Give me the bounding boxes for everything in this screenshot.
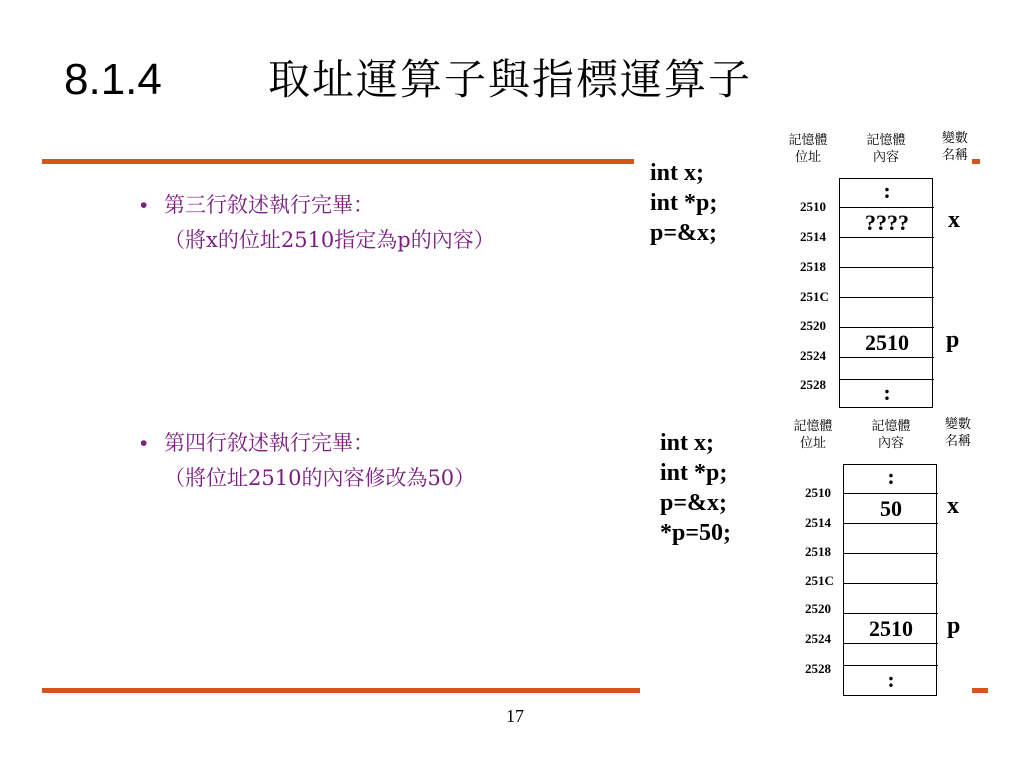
memory-cell <box>840 237 934 267</box>
memory-cell-bottom-dots: : <box>844 665 938 696</box>
code-line: p=&x; <box>660 490 728 516</box>
code-line: p=&x; <box>650 220 718 246</box>
bullet-1-line-1: 第三行敘述執行完畢： <box>164 193 374 217</box>
header-address: 記憶體 位址 <box>788 133 828 165</box>
header-address: 記憶體 位址 <box>793 419 833 451</box>
bullet-item-1 <box>140 188 495 257</box>
memory-cell <box>840 357 934 379</box>
address-label: 2518 <box>800 259 826 274</box>
address-label: 2510 <box>805 485 831 500</box>
address-label: 2524 <box>800 348 826 363</box>
header-variable: 變數 名稱 <box>941 131 968 163</box>
code-line: *p=50; <box>660 520 732 546</box>
memory-cell <box>840 297 934 327</box>
code-line: int *p; <box>660 460 728 486</box>
address-label: 2520 <box>805 601 831 616</box>
memory-cell-p: 2510 <box>840 327 934 357</box>
address-label: 2514 <box>805 515 831 530</box>
top-divider <box>42 159 634 164</box>
code-line: int x; <box>650 160 704 186</box>
bullet-2-line-1: 第四行敘述執行完畢： <box>164 431 374 455</box>
code-line: int x; <box>660 430 714 456</box>
memory-diagram-1 <box>780 130 980 410</box>
memory-cell-top-dots: : <box>883 178 891 203</box>
memory-cell-x: ???? <box>840 207 934 237</box>
bullet-icon: • <box>140 432 148 455</box>
variable-name-p: p <box>946 327 960 353</box>
address-label: 2520 <box>800 318 826 333</box>
bullet-2-line-2: （將位址2510的內容修改為50） <box>164 466 476 490</box>
memory-cell <box>844 523 938 553</box>
memory-column <box>839 178 933 408</box>
header-content: 記憶體 內容 <box>866 133 906 165</box>
code-block-1 <box>650 158 717 248</box>
memory-cell-x: 50 <box>844 493 938 523</box>
header-content: 記憶體 內容 <box>871 419 911 451</box>
memory-cell-bottom-dots: : <box>840 379 934 408</box>
variable-name-x: x <box>947 493 959 519</box>
bullet-icon: • <box>140 194 148 217</box>
variable-name-x: x <box>948 207 960 233</box>
variable-name-p: p <box>947 613 961 639</box>
page-title: 取址運算子與指標運算子 <box>268 55 753 104</box>
bottom-divider <box>42 688 640 693</box>
header-variable: 變數 名稱 <box>944 417 971 449</box>
address-label: 2514 <box>800 229 826 244</box>
address-label: 2528 <box>800 377 826 392</box>
memory-cell <box>844 583 938 613</box>
address-label: 251C <box>805 573 834 588</box>
page-number: 17 <box>506 706 524 726</box>
section-number: 8.1.4 <box>64 55 162 104</box>
memory-cell-top-dots: : <box>887 464 895 489</box>
bullet-1-line-2: （將x的位址2510指定為p的內容） <box>164 228 495 252</box>
memory-column <box>843 464 937 696</box>
address-label: 251C <box>800 289 829 304</box>
memory-diagram-2 <box>785 416 985 700</box>
address-label: 2518 <box>805 544 831 559</box>
bullet-item-2 <box>140 426 475 495</box>
code-block-2 <box>660 428 731 548</box>
address-label: 2510 <box>800 199 826 214</box>
memory-cell <box>840 267 934 297</box>
address-label: 2528 <box>805 661 831 676</box>
memory-cell <box>844 553 938 583</box>
memory-cell <box>844 643 938 665</box>
address-label: 2524 <box>805 631 831 646</box>
code-line: int *p; <box>650 190 718 216</box>
memory-cell-p: 2510 <box>844 613 938 643</box>
